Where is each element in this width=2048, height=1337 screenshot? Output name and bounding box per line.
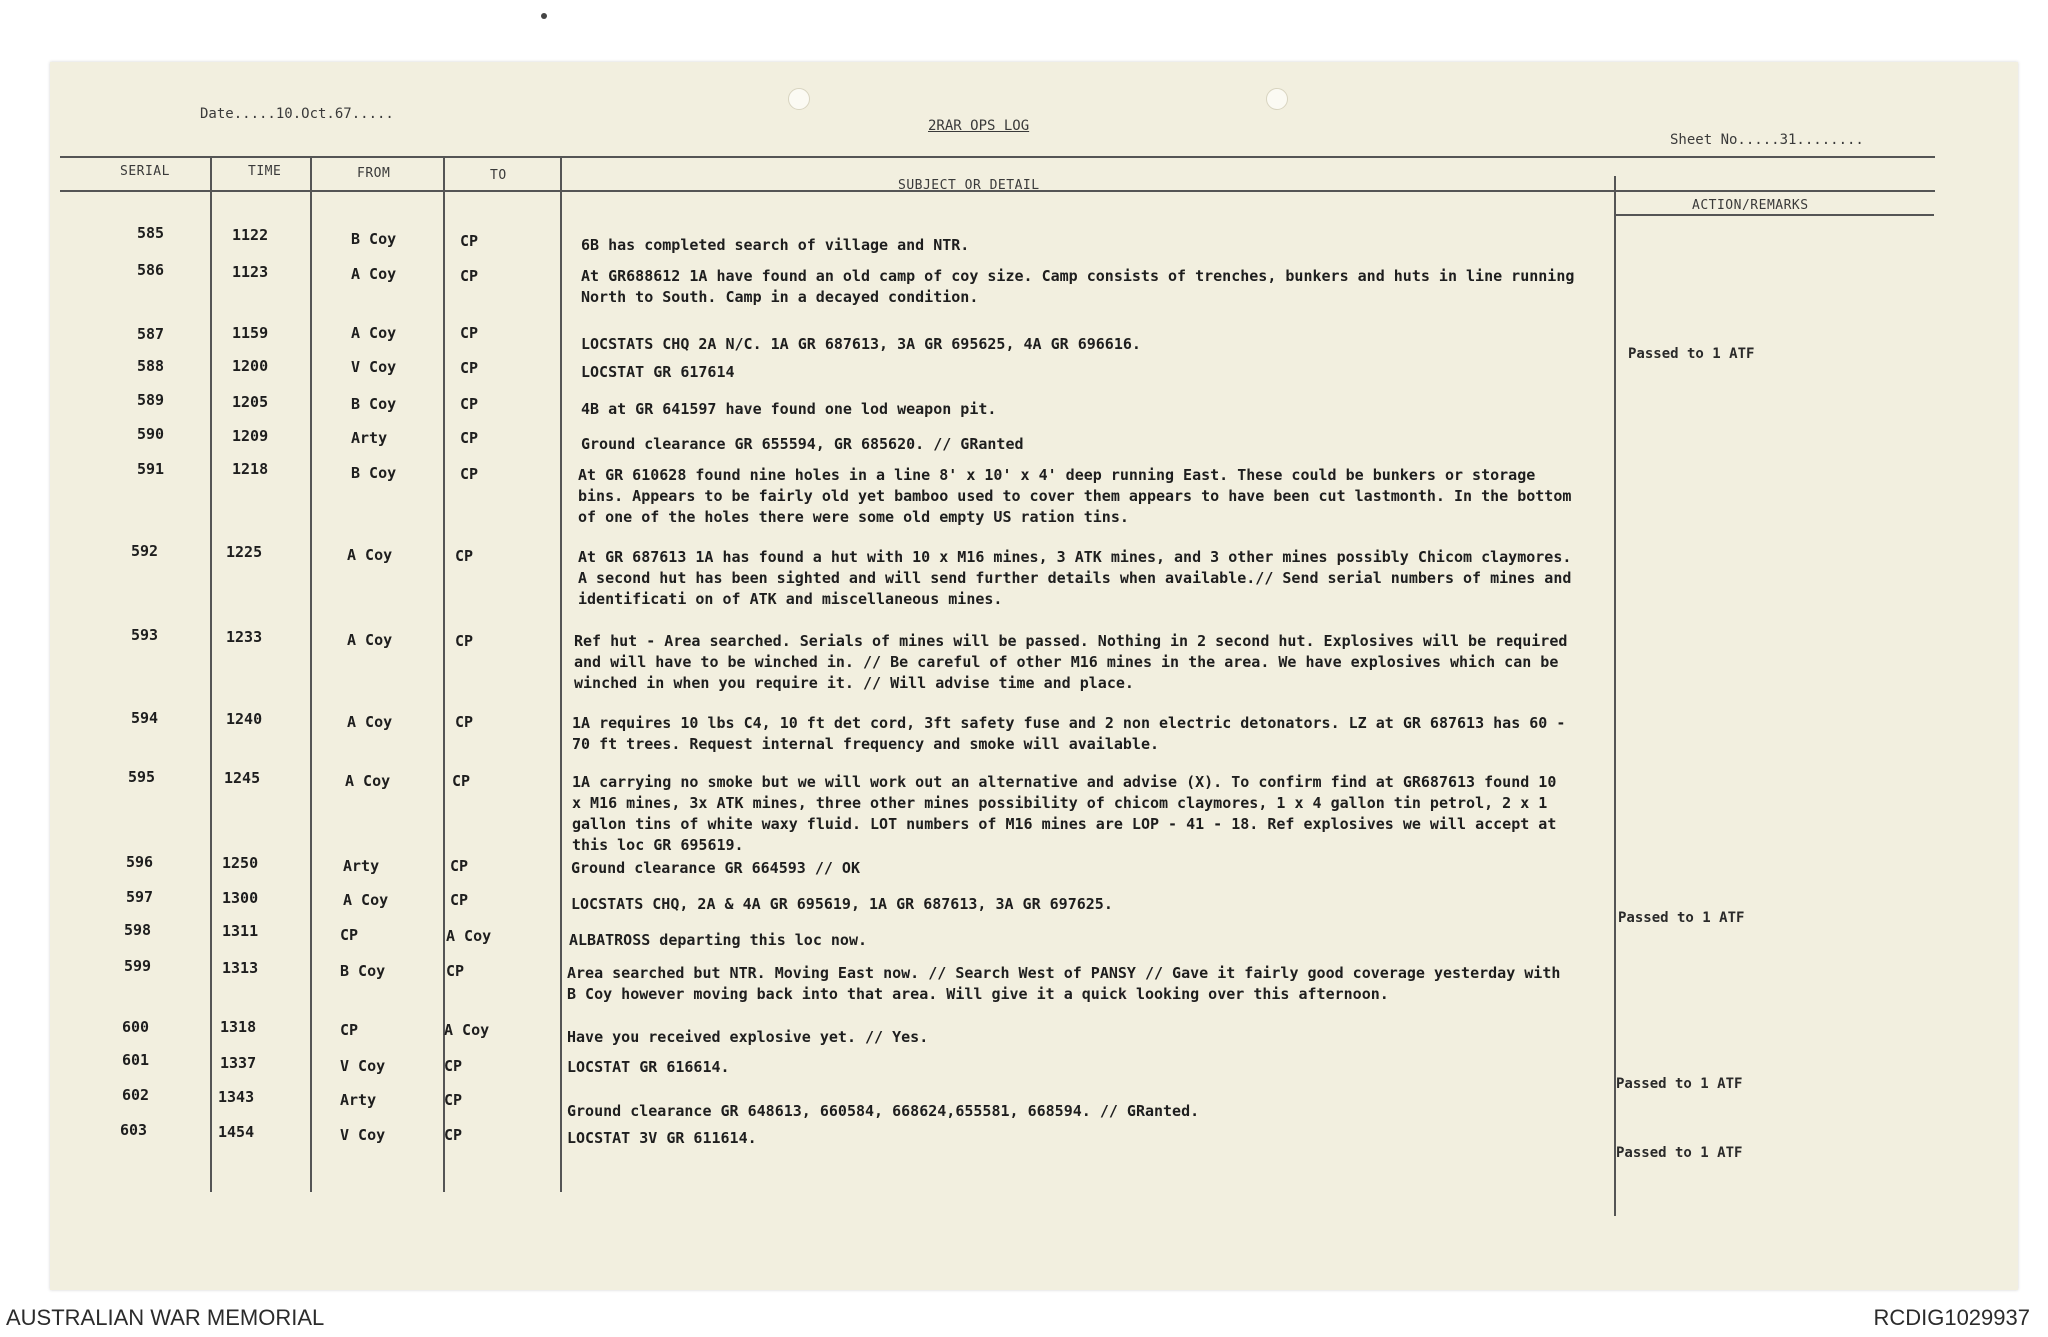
serial-cell: 602 — [122, 1086, 150, 1104]
time-cell: 1205 — [232, 393, 269, 411]
from-cell: A Coy — [347, 631, 393, 649]
from-cell: V Coy — [351, 358, 397, 376]
to-cell: CP — [444, 1091, 463, 1109]
to-cell: CP — [446, 962, 465, 980]
to-cell: CP — [460, 359, 479, 377]
time-cell: 1337 — [220, 1054, 257, 1072]
from-cell: A Coy — [351, 324, 397, 342]
punch-hole-right — [1266, 88, 1288, 110]
page-title: 2RAR OPS LOG — [928, 118, 1030, 134]
serial-cell: 588 — [137, 357, 165, 375]
from-cell: A Coy — [345, 772, 391, 790]
time-cell: 1311 — [222, 922, 259, 940]
detail-cell: At GR688612 1A have found an old camp of coy size. Camp consists of trenches, bunkers and huts in line running North to South. Camp in a decayed condition. — [581, 267, 1575, 306]
from-cell: CP — [340, 1021, 359, 1039]
col-divider-1 — [210, 158, 212, 1192]
remark: Passed to 1 ATF — [1616, 1145, 1743, 1161]
detail-cell: 4B at GR 641597 have found one lod weapon pit. — [581, 400, 997, 418]
col-header-from: FROM — [357, 166, 391, 181]
detail-cell: 1A requires 10 lbs C4, 10 ft det cord, 3ft safety fuse and 2 non electric detonators. LZ at GR 687613 has 60 - 70 ft trees. Request internal frequency and smoke will available. — [572, 714, 1566, 753]
detail-cell: Ground clearance GR 664593 // OK — [571, 859, 860, 877]
detail-cell: LOCSTATS CHQ 2A N/C. 1A GR 687613, 3A GR 695625, 4A GR 696616. — [581, 335, 1141, 353]
from-cell: A Coy — [351, 265, 397, 283]
serial-cell: 586 — [137, 261, 165, 279]
to-cell: CP — [460, 465, 479, 483]
detail-cell: At GR 687613 1A has found a hut with 10 x M16 mines, 3 ATK mines, and 3 other mines possibly Chicom claymores. A second hut has been sighted and will send further details when available.// Send serial numbers of mines and identificati on of ATK and miscellaneous mines. — [578, 548, 1572, 608]
detail-cell: ALBATROSS departing this loc now. — [569, 931, 868, 949]
serial-cell: 599 — [124, 957, 152, 975]
detail-cell: Have you received explosive yet. // Yes. — [567, 1028, 929, 1046]
to-cell: CP — [452, 772, 471, 790]
to-cell: A Coy — [446, 927, 492, 945]
time-cell: 1454 — [218, 1123, 255, 1141]
from-cell: Arty — [351, 429, 388, 447]
time-cell: 1313 — [222, 959, 259, 977]
serial-cell: 587 — [137, 325, 165, 343]
col-header-time: TIME — [248, 164, 282, 179]
detail-cell: LOCSTAT 3V GR 611614. — [567, 1129, 757, 1147]
from-cell: A Coy — [347, 713, 393, 731]
to-cell: CP — [455, 632, 474, 650]
serial-cell: 592 — [131, 542, 159, 560]
serial-cell: 601 — [122, 1051, 150, 1069]
to-cell: CP — [450, 857, 469, 875]
to-cell: CP — [455, 547, 474, 565]
time-cell: 1122 — [232, 226, 269, 244]
time-cell: 1200 — [232, 357, 269, 375]
footer-archive-name: AUSTRALIAN WAR MEMORIAL — [6, 1305, 325, 1330]
serial-cell: 589 — [137, 391, 165, 409]
date-label: Date.....10.Oct.67..... — [200, 106, 394, 122]
to-cell: CP — [460, 324, 479, 342]
to-cell: CP — [450, 891, 469, 909]
to-cell: CP — [460, 429, 479, 447]
serial-cell: 593 — [131, 626, 159, 644]
remark: Passed to 1 ATF — [1616, 1076, 1743, 1092]
col-divider-2 — [310, 158, 312, 1192]
from-cell: V Coy — [340, 1126, 386, 1144]
remark: Passed to 1 ATF — [1628, 346, 1755, 362]
detail-cell: 1A carrying no smoke but we will work out an alternative and advise (X). To confirm find at GR687613 found 10 x M16 mines, 3x ATK mines, three other mines possibility of chicom claymores, 1 x 4 gallon tin petrol, 2 x 1 gallon tins of white waxy fluid. LOT numbers of M16 mines are LOP - 41 - 18. Ref explosives we will accept at this loc GR 695619. — [572, 773, 1557, 854]
action-header-rule — [1614, 214, 1934, 216]
detail-cell: At GR 610628 found nine holes in a line 8' x 10' x 4' deep running East. These could be bunkers or storage bins. Appears to be fairly old yet bamboo used to cover them appears to have been cut lastmonth. In the bottom of one of the holes there were some old empty US ration tins. — [578, 466, 1572, 526]
to-cell: CP — [455, 713, 474, 731]
time-cell: 1240 — [226, 710, 263, 728]
remark: Passed to 1 ATF — [1618, 910, 1745, 926]
detail-cell: Ground clearance GR 648613, 660584, 668624,655581, 668594. // GRanted. — [567, 1102, 1200, 1120]
col-divider-5 — [1614, 176, 1616, 1216]
from-cell: B Coy — [351, 464, 397, 482]
time-cell: 1225 — [226, 543, 263, 561]
from-cell: A Coy — [347, 546, 393, 564]
time-cell: 1300 — [222, 889, 259, 907]
serial-cell: 591 — [137, 460, 165, 478]
time-cell: 1233 — [226, 628, 263, 646]
to-cell: CP — [460, 267, 479, 285]
from-cell: A Coy — [343, 891, 389, 909]
time-cell: 1245 — [224, 769, 261, 787]
detail-cell: LOCSTAT GR 617614 — [581, 363, 735, 381]
to-cell: A Coy — [444, 1021, 490, 1039]
from-cell: CP — [340, 926, 359, 944]
serial-cell: 585 — [137, 224, 165, 242]
from-cell: B Coy — [340, 962, 386, 980]
from-cell: B Coy — [351, 395, 397, 413]
time-cell: 1343 — [218, 1088, 255, 1106]
detail-cell: Ground clearance GR 655594, GR 685620. // GRanted — [581, 435, 1024, 453]
to-cell: CP — [460, 232, 479, 250]
from-cell: V Coy — [340, 1057, 386, 1075]
serial-cell: 597 — [126, 888, 154, 906]
time-cell: 1250 — [222, 854, 259, 872]
to-cell: CP — [444, 1126, 463, 1144]
to-cell: CP — [460, 395, 479, 413]
serial-cell: 598 — [124, 921, 152, 939]
serial-cell: 594 — [131, 709, 159, 727]
time-cell: 1218 — [232, 460, 269, 478]
sheet-number: Sheet No.....31........ — [1670, 132, 1864, 148]
detail-cell: Area searched but NTR. Moving East now. // Search West of PANSY // Gave it fairly good coverage yesterday with B Coy however moving back into that area. Will give it a quick looking over this afternoon. — [567, 964, 1561, 1003]
detail-cell: LOCSTATS CHQ, 2A & 4A GR 695619, 1A GR 687613, 3A GR 697625. — [571, 895, 1113, 913]
from-cell: Arty — [340, 1091, 377, 1109]
col-header-serial: SERIAL — [120, 164, 170, 179]
to-cell: CP — [444, 1057, 463, 1075]
serial-cell: 595 — [128, 768, 156, 786]
serial-cell: 600 — [122, 1018, 150, 1036]
col-header-subject: SUBJECT OR DETAIL — [898, 178, 1040, 193]
time-cell: 1123 — [232, 263, 269, 281]
time-cell: 1209 — [232, 427, 269, 445]
footer-record-id: RCDIG1029937 — [1873, 1305, 2030, 1330]
col-header-action: ACTION/REMARKS — [1692, 198, 1809, 213]
speck — [541, 13, 547, 19]
detail-cell: 6B has completed search of village and NTR. — [581, 236, 970, 254]
col-header-to: TO — [490, 168, 507, 183]
serial-cell: 596 — [126, 853, 154, 871]
time-cell: 1318 — [220, 1018, 257, 1036]
from-cell: B Coy — [351, 230, 397, 248]
serial-cell: 590 — [137, 425, 165, 443]
col-divider-4 — [560, 158, 562, 1192]
detail-cell: LOCSTAT GR 616614. — [567, 1058, 730, 1076]
header-top-rule — [60, 156, 1935, 158]
from-cell: Arty — [343, 857, 380, 875]
serial-cell: 603 — [120, 1121, 148, 1139]
detail-cell: Ref hut - Area searched. Serials of mines will be passed. Nothing in 2 second hut. Explosives will be required and will have to be winched in. // Be careful of other M16 mines in the area. We have explosives which can be winched in when you require it. // Will advise time and place. — [574, 632, 1568, 692]
punch-hole-left — [788, 88, 810, 110]
time-cell: 1159 — [232, 324, 269, 342]
